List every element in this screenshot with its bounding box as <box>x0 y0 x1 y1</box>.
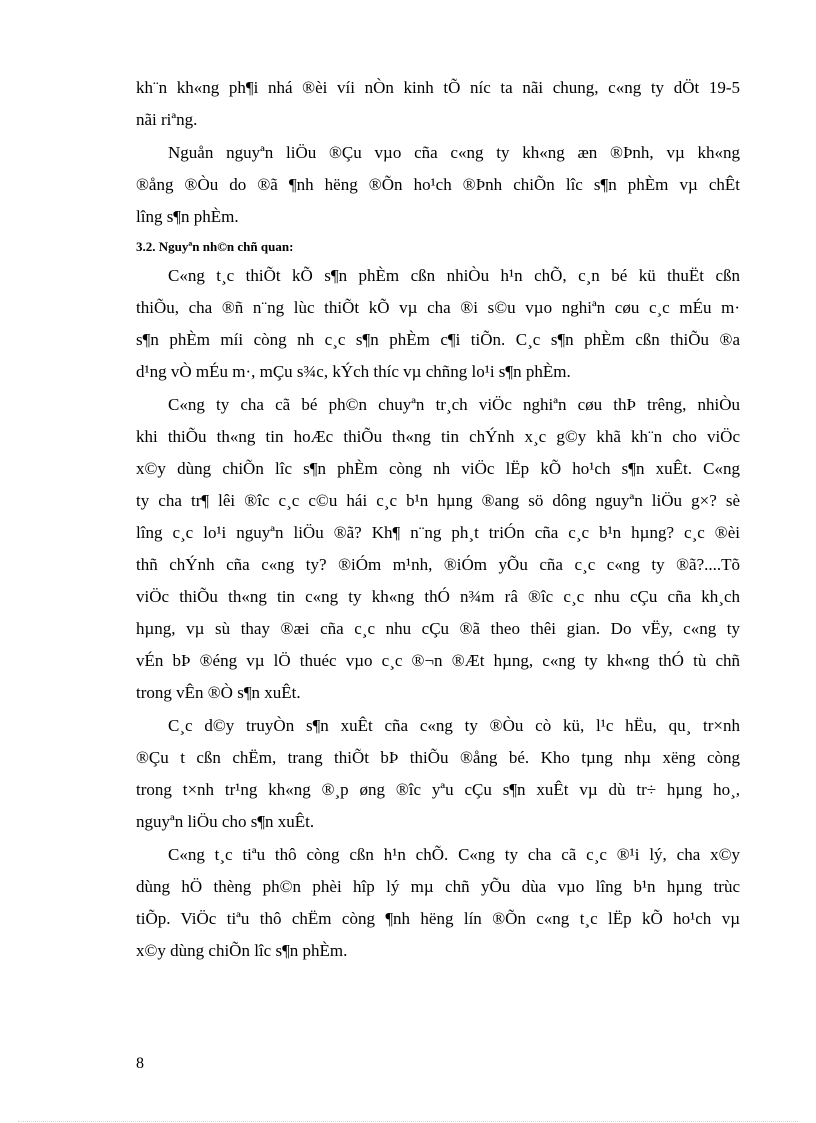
text-line: C«ng t¸c tiªu thô còng cßn h¹n chÕ. C«ng ty cha cã c¸c ®¹i lý, cha x©y <box>168 845 740 864</box>
text-line: ®ång ®Òu do ®ã ¶nh hëng ®Õn ho¹ch ®Þnh chiÕn lîc s¶n phÈm vµ chÊt <box>136 175 740 194</box>
paragraph-4 <box>136 389 740 709</box>
section-heading: 3.2. Nguyªn nh©n chñ quan: <box>136 239 294 254</box>
text-line: Nguån nguyªn liÖu ®Çu vµo cña c«ng ty kh«ng æn ®Þnh, vµ kh«ng <box>168 143 740 162</box>
paragraph-2 <box>136 137 740 233</box>
text-line: ty cha tr¶ lêi ®îc c¸c c©u hái c¸c b¹n hµng ®ang sö dông nguyªn liÖu g×? sè <box>136 491 740 510</box>
text-line: lîng s¶n phÈm. <box>136 207 239 226</box>
text-line: thiÕu, cha ®ñ n¨ng lùc thiÕt kÕ vµ cha ®i s©u vµo nghiªn cøu c¸c mÉu m· <box>136 298 740 317</box>
text-line: trong vÊn ®Ò s¶n xuÊt. <box>136 683 301 702</box>
paragraph-6 <box>136 839 740 967</box>
text-line: tiÕp. ViÖc tiªu thô chËm còng ¶nh hëng lín ®Õn c«ng t¸c lËp kÕ ho¹ch vµ <box>136 909 740 928</box>
text-line: nãi riªng. <box>136 110 198 129</box>
page-bottom-rule <box>18 1121 798 1122</box>
text-line: C«ng t¸c thiÕt kÕ s¶n phÈm cßn nhiÒu h¹n chÕ, c¸n bé kü thuËt cßn <box>168 266 740 285</box>
text-line: lîng c¸c lo¹i nguyªn liÖu ®ã? Kh¶ n¨ng ph¸t triÓn cña c¸c b¹n hµng? c¸c ®èi <box>136 523 740 542</box>
text-line: s¶n phÈm míi còng nh c¸c s¶n phÈm c¶i tiÕn. C¸c s¶n phÈm cßn thiÕu ®a <box>136 330 740 349</box>
text-line: hµng, vµ sù thay ®æi cña c¸c nhu cÇu ®ã theo thêi gian. Do vËy, c«ng ty <box>136 619 740 638</box>
text-line: d¹ng vÒ mÉu m·, mÇu s¾c, kÝch thíc vµ chñng lo¹i s¶n phÈm. <box>136 362 571 381</box>
paragraph-3 <box>136 260 740 388</box>
text-line: vÉn bÞ ®éng vµ lÖ thuéc vµo c¸c ®¬n ®Æt hµng, c«ng ty kh«ng thÓ tù chñ <box>136 651 740 670</box>
text-line: viÖc thiÕu th«ng tin c«ng ty kh«ng thÓ n¾m râ ®îc c¸c nhu cÇu cña kh¸ch <box>136 587 740 606</box>
text-line: trong t×nh tr¹ng kh«ng ®¸p øng ®îc yªu cÇu s¶n xuÊt vµ dù tr÷ hµng ho¸, <box>136 780 740 799</box>
text-line: x©y dùng chiÕn lîc s¶n phÈm còng nh viÖc lËp kÕ ho¹ch s¶n xuÊt. C«ng <box>136 459 740 478</box>
document-body <box>136 72 740 968</box>
page-number: 8 <box>136 1055 144 1072</box>
text-line: kh¨n kh«ng ph¶i nhá ®èi víi nÒn kinh tÕ níc ta nãi chung, c«ng ty dÖt 19-5 <box>136 78 740 97</box>
paragraph-1 <box>136 72 740 136</box>
text-line: C«ng ty cha cã bé ph©n chuyªn tr¸ch viÖc nghiªn cøu thÞ trêng, nhiÒu <box>168 395 740 414</box>
paragraph-5 <box>136 710 740 838</box>
text-line: x©y dùng chiÕn lîc s¶n phÈm. <box>136 941 348 960</box>
text-line: khi thiÕu th«ng tin hoÆc thiÕu th«ng tin chÝnh x¸c g©y khã kh¨n cho viÖc <box>136 427 740 446</box>
text-line: thñ chÝnh cña c«ng ty? ®iÓm m¹nh, ®iÓm yÕu cña c¸c c«ng ty ®ã?....Tõ <box>136 555 740 574</box>
text-line: ®Çu t cßn chËm, trang thiÕt bÞ thiÕu ®ång bé. Kho tµng nhµ xëng còng <box>136 748 740 767</box>
text-line: dùng hÖ thèng ph©n phèi hîp lý mµ chñ yÕu dùa vµo lîng b¹n hµng trùc <box>136 877 740 896</box>
text-line: nguyªn liÖu cho s¶n xuÊt. <box>136 812 315 831</box>
text-line: C¸c d©y truyÒn s¶n xuÊt cña c«ng ty ®Òu cò kü, l¹c hËu, qu¸ tr×nh <box>168 716 740 735</box>
